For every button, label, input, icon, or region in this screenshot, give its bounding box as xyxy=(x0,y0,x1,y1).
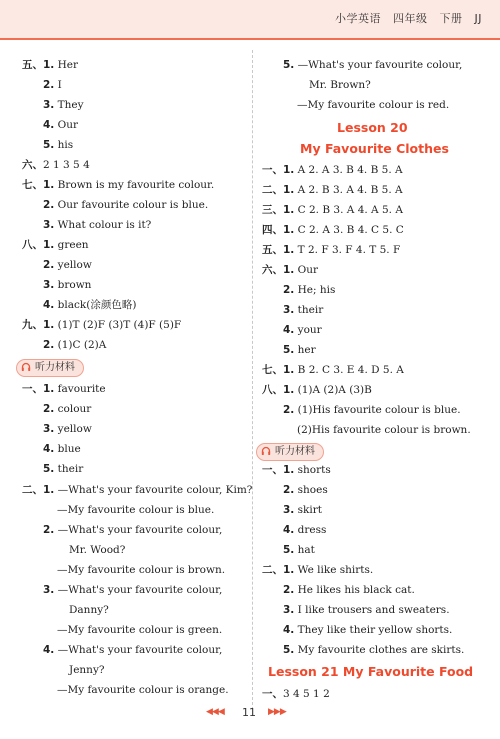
answer-line: 六、1. Our xyxy=(262,264,319,276)
answer-line: 4. blue xyxy=(43,443,81,455)
answer-line: 4. dress xyxy=(283,524,327,536)
answer-line: 五、1. T 2. F 3. F 4. T 5. F xyxy=(262,244,401,256)
answer-line: —My favourite colour is brown. xyxy=(57,564,226,576)
answer-line: Jenny? xyxy=(69,664,105,676)
answer-line: 2. colour xyxy=(43,403,92,415)
answer-line: —My favourite colour is green. xyxy=(57,624,223,636)
answer-line: 5. his xyxy=(43,139,74,151)
answer-line: 2. Our favourite colour is blue. xyxy=(43,199,209,211)
answer-line: 九、1. (1)T (2)F (3)T (4)F (5)F xyxy=(22,319,182,331)
answer-line: 2. He; his xyxy=(283,284,336,296)
page-footer xyxy=(0,703,500,725)
answer-line: —My favourite colour is orange. xyxy=(57,684,229,696)
answer-line: Mr. Wood? xyxy=(69,544,126,556)
headphones-icon xyxy=(261,446,271,456)
answer-line: 2. I xyxy=(43,79,62,91)
answer-line: 5. hat xyxy=(283,544,315,556)
answer-line: 八、1. (1)A (2)A (3)B xyxy=(262,384,372,396)
answer-line: Mr. Brown? xyxy=(309,79,371,91)
page-number: 11 xyxy=(242,706,256,719)
answer-line: 七、1. Brown is my favourite colour. xyxy=(22,179,215,191)
header-volume: 下册 xyxy=(439,12,463,25)
answer-line: —My favourite colour is blue. xyxy=(57,504,215,516)
answer-line: 5. their xyxy=(43,463,84,475)
answer-line: 2. He likes his black cat. xyxy=(283,584,415,596)
listening-material-tag: 听力材料 xyxy=(256,443,324,461)
answer-line: 2. yellow xyxy=(43,259,92,271)
lesson-21-heading: Lesson 21 My Favourite Food xyxy=(268,664,474,679)
answer-line: 二、1. A 2. B 3. A 4. B 5. A xyxy=(262,184,403,196)
next-arrows-icon: ▶▶▶ xyxy=(268,707,286,717)
answer-line: 4. —What's your favourite colour, xyxy=(43,644,223,656)
lesson-20-heading: Lesson 20 xyxy=(337,120,408,135)
page-header xyxy=(327,10,482,26)
answer-line: 2. shoes xyxy=(283,484,328,496)
answer-line: 3. What colour is it? xyxy=(43,219,152,231)
answer-line: 一、1. shorts xyxy=(262,464,331,476)
answer-line: 3. brown xyxy=(43,279,92,291)
answer-line: 5. her xyxy=(283,344,316,356)
listening-material-tag: 听力材料 xyxy=(16,359,84,377)
headphones-icon xyxy=(21,362,31,372)
answer-line: (2)His favourite colour is brown. xyxy=(297,424,471,436)
answer-line: 一、3 4 5 1 2 xyxy=(262,688,330,700)
answer-line: 4. black(涂颜色略) xyxy=(43,299,137,311)
answer-line: 四、1. C 2. A 3. B 4. C 5. C xyxy=(262,224,404,236)
answer-line: —My favourite colour is red. xyxy=(297,99,450,111)
answer-line: 二、1. We like shirts. xyxy=(262,564,374,576)
answer-line: 2. (1)C (2)A xyxy=(43,339,107,351)
answer-line: 5. —What's your favourite colour, xyxy=(283,59,463,71)
answer-line: 3. They xyxy=(43,99,84,111)
answer-line: 二、1. —What's your favourite colour, Kim? xyxy=(22,484,253,496)
answer-line: 3. their xyxy=(283,304,324,316)
answer-line: 一、1. A 2. A 3. B 4. B 5. A xyxy=(262,164,403,176)
answer-line: 3. —What's your favourite colour, xyxy=(43,584,223,596)
answer-line: 八、1. green xyxy=(22,239,89,251)
answer-line: 2. (1)His favourite colour is blue. xyxy=(283,404,461,416)
answer-line: 4. your xyxy=(283,324,322,336)
header-grade: 四年级 xyxy=(393,12,428,25)
prev-arrows-icon: ◀◀◀ xyxy=(206,707,224,717)
answer-line: 三、1. C 2. B 3. A 4. A 5. A xyxy=(262,204,403,216)
answer-line: 4. They like their yellow shorts. xyxy=(283,624,453,636)
answer-line: 一、1. favourite xyxy=(22,383,106,395)
lesson-20-title: My Favourite Clothes xyxy=(300,141,449,156)
answer-line: 3. skirt xyxy=(283,504,322,516)
header-edition: JJ xyxy=(474,12,482,25)
header-subject: 小学英语 xyxy=(335,12,381,25)
answer-line: 4. Our xyxy=(43,119,79,131)
answer-line: Danny? xyxy=(69,604,109,616)
answer-line: 六、2 1 3 5 4 xyxy=(22,159,90,171)
answer-line: 3. I like trousers and sweaters. xyxy=(283,604,450,616)
answer-line: 2. —What's your favourite colour, xyxy=(43,524,223,536)
column-divider xyxy=(252,50,253,710)
answer-line: 五、1. Her xyxy=(22,59,79,71)
answer-line: 3. yellow xyxy=(43,423,92,435)
answer-line: 七、1. B 2. C 3. E 4. D 5. A xyxy=(262,364,404,376)
answer-line: 5. My favourite clothes are skirts. xyxy=(283,644,465,656)
